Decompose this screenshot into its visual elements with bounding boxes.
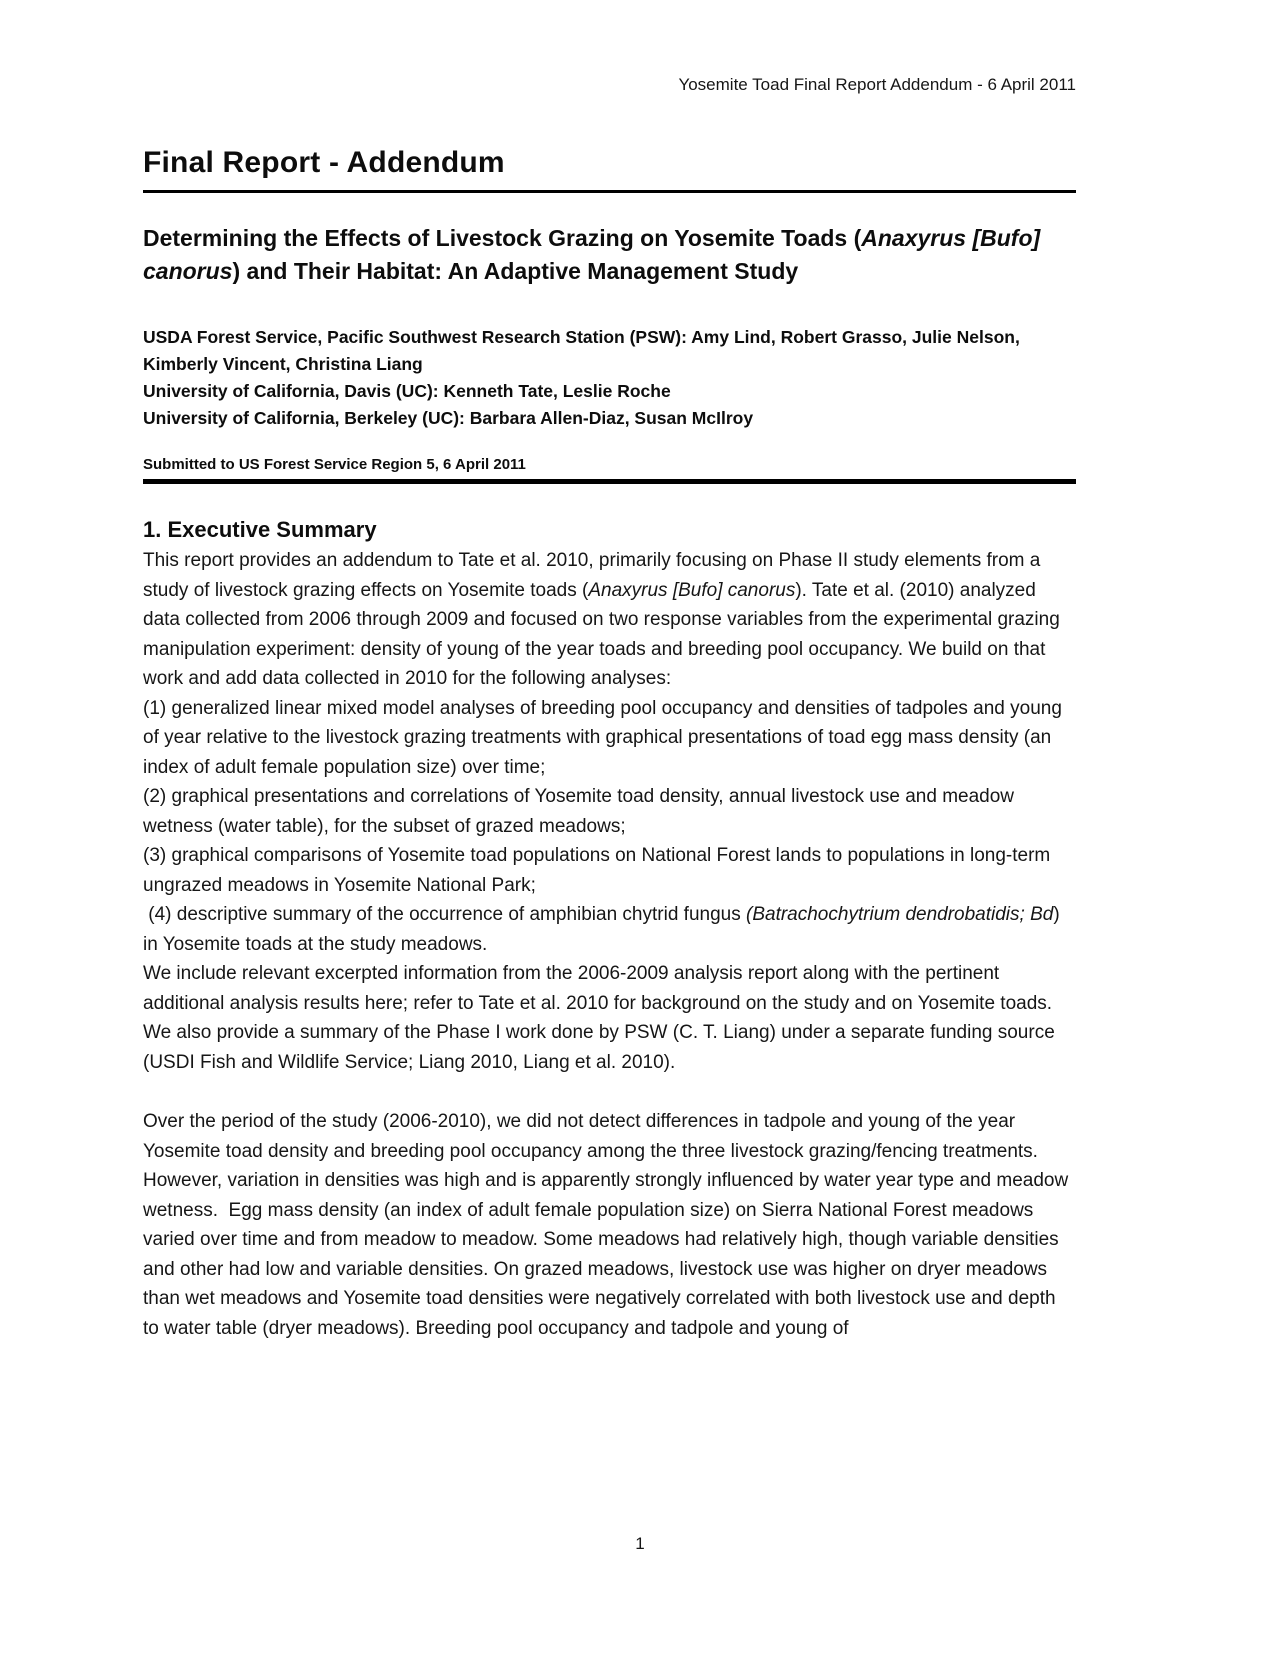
text-run: ) in Yosemite toads at the study meadows.	[143, 904, 1065, 955]
text-run: Determining the Effects of Livestock Grazing on Yosemite Toads (	[143, 225, 862, 251]
analysis-item-3	[143, 841, 1076, 900]
text-run: (3) graphical comparisons of Yosemite toad populations on National Forest lands to populations in long-term ungrazed meadows in Yosemite National Park;	[143, 845, 1056, 896]
author-line-psw: USDA Forest Service, Pacific Southwest Research Station (PSW): Amy Lind, Robert Grasso, Julie Nelson, Kimberly Vincent, Christina Liang	[143, 327, 1020, 374]
running-header: Yosemite Toad Final Report Addendum - 6 April 2011	[678, 75, 1076, 94]
section-rule	[143, 479, 1076, 484]
author-line-uc-davis: University of California, Davis (UC): Kenneth Tate, Leslie Roche	[143, 381, 671, 401]
title-rule	[143, 190, 1076, 193]
italic-text-run: (Batrachochytrium dendrobatidis; Bd	[746, 904, 1054, 925]
text-run: (2) graphical presentations and correlations of Yosemite toad density, annual livestock use and meadow wetness (water table), for the subset of grazed meadows;	[143, 786, 1020, 837]
text-run: We include relevant excerpted information from the 2006-2009 analysis report along with the pertinent additional analysis results here; refer to Tate et al. 2010 for background on the study and on Yosemite toads. We also provide a summary of the Phase I work done by PSW (C. T. Liang) under a separate funding source (USDI Fish and Wildlife Service; Liang 2010, Liang et al. 2010).	[143, 963, 1061, 1073]
analysis-item-2	[143, 782, 1076, 841]
italic-text-run: Anaxyrus [Bufo] canorus	[588, 579, 796, 601]
italic-text-run: Anaxyrus [Bufo] canorus	[143, 225, 1041, 284]
text-run: (1) generalized linear mixed model analyses of breeding pool occupancy and densities of tadpoles and young of year relative to the livestock grazing treatments with graphical presentations of toad egg mass density (an index of adult female population size) over time;	[143, 697, 1068, 778]
page-content	[143, 0, 1076, 1343]
exec-summary-intro	[143, 546, 1076, 694]
exec-summary-paragraph-2	[143, 1107, 1076, 1343]
analysis-item-4	[143, 900, 1076, 959]
submitted-line: Submitted to US Forest Service Region 5, 6 April 2011	[143, 456, 526, 473]
page-number: 1	[635, 1534, 645, 1553]
exec-summary-closing	[143, 959, 1076, 1077]
text-run: ). Tate et al. (2010) analyzed data collected from 2006 through 2009 and focused on two response variables from the experimental grazing manipulation experiment: density of young of the year toads and breeding pool occupancy. We build on that work and add data collected in 2010 for the following analyses:	[143, 579, 1066, 689]
page-title: Final Report - Addendum	[143, 146, 505, 179]
doc-subtitle	[143, 222, 1076, 288]
text-run: ) and Their Habitat: An Adaptive Management Study	[232, 258, 799, 284]
section-heading: 1. Executive Summary	[143, 517, 377, 542]
authors-block	[143, 324, 1023, 432]
text-run: Over the period of the study (2006-2010), we did not detect differences in tadpole and young of the year Yosemite toad density and breeding pool occupancy among the three livestock grazing/fencing treatments. However, variation in densities was high and is apparently strongly influenced by water year type and meadow wetness. Egg mass density (an index of adult female population size) on Sierra National Forest meadows varied over time and from meadow to meadow. Some meadows had relatively high, though variable densities and other had low and variable densities. On grazed meadows, livestock use was higher on dryer meadows than wet meadows and Yosemite toad densities were negatively correlated with both livestock use and depth to water table (dryer meadows). Breeding pool occupancy and tadpole and young of	[143, 1111, 1074, 1339]
text-run: (4) descriptive summary of the occurrence of amphibian chytrid fungus	[143, 904, 746, 925]
text-run: This report provides an addendum to Tate et al. 2010, primarily focusing on Phase II study elements from a study of livestock grazing effects on Yosemite toads (	[143, 550, 1046, 601]
author-line-uc-berkeley: University of California, Berkeley (UC): Barbara Allen-Diaz, Susan McIlroy	[143, 408, 754, 428]
analysis-item-1	[143, 694, 1076, 783]
